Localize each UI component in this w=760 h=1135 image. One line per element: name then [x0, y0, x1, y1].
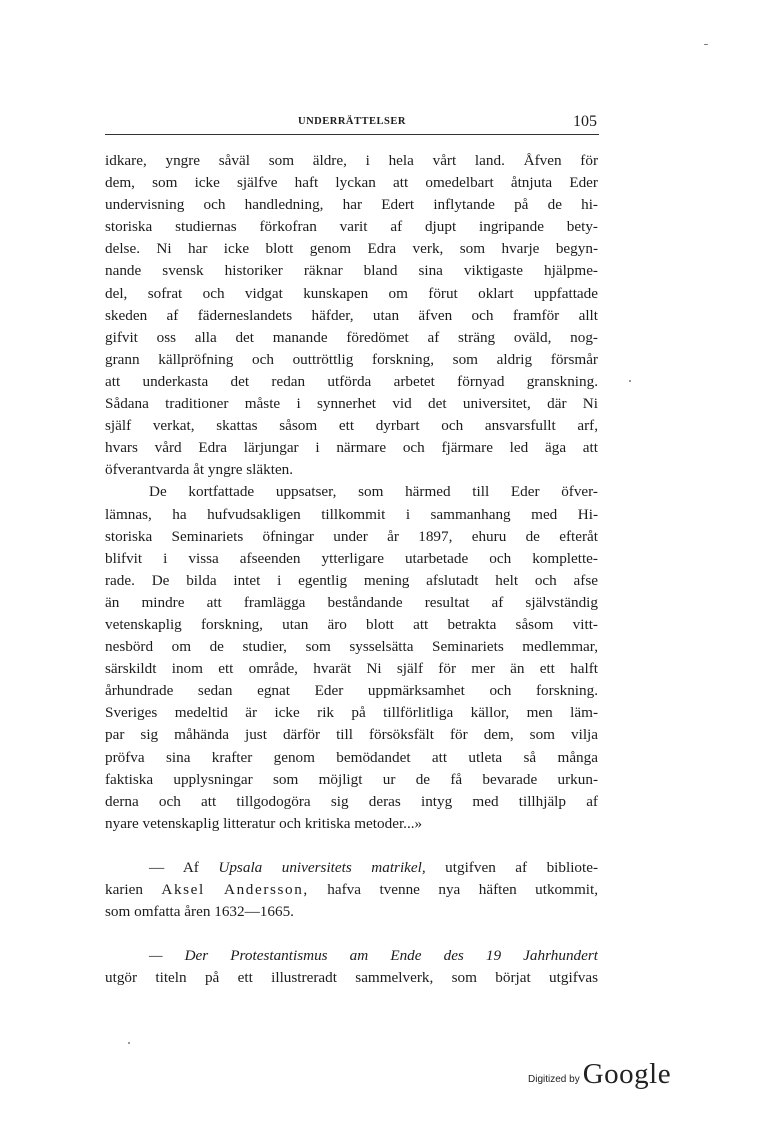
scan-speck [128, 1042, 130, 1044]
text-line: grann källpröfning och outtröttlig forskning, som aldrig försmår [105, 350, 598, 368]
text-line [105, 857, 598, 879]
text-line: särskildt inom ett område, hvarät Ni själf för mer än ett halft [105, 660, 598, 678]
text-line: dem, som icke själfve haft lyckan att omedelbart åtnjuta Eder [105, 174, 598, 192]
digitized-label: Digitized by [528, 1074, 580, 1085]
text-line: än mindre att framlägga beståndande resultat af självständig [105, 593, 598, 611]
author-name: Aksel Andersson, [161, 881, 309, 898]
scan-speck [629, 380, 631, 382]
text-line: Sveriges medeltid är icke rik på tillförlitliga källor, men läm- [105, 704, 598, 722]
text-line: lämnas, ha hufvudsakligen tillkommit i sammanhang med Hi- [105, 505, 598, 523]
text-line: delse. Ni har icke blott genom Edra verk, som hvarje begyn- [105, 240, 598, 258]
paragraph-2 [105, 481, 598, 835]
spacer [105, 923, 598, 945]
notice-text: karien [105, 881, 143, 898]
notice-dash: — Af [149, 858, 199, 876]
text-line: vetenskaplig forskning, utan äro blott att betrakta såsom vitt- [105, 615, 598, 633]
scan-speck [704, 44, 708, 45]
text-line: gifvit oss alla det manande föredömet af sträng oväld, nog- [105, 328, 598, 346]
text-line: par sig måhända just därför till försöksfält för dem, som vilja [105, 726, 598, 744]
text-line: storiska Seminariets öfningar under år 1897, ehuru de efteråt [105, 527, 598, 545]
text-line: nesbörd om de studier, som sysselsätta Seminariets medlemmar, [105, 638, 598, 656]
notice-protestantismus [105, 945, 598, 989]
text-line: De kortfattade uppsatser, som härmed till Eder öfver- [149, 483, 598, 501]
text-line [105, 945, 598, 967]
paragraph-1 [105, 150, 598, 481]
text-line: nyare vetenskaplig litteratur och kritiska metoder...» [105, 814, 423, 832]
text-line: faktiska upplysningar som möjligt ur de få bevarade urkun- [105, 770, 598, 788]
google-logo: Google [582, 1058, 672, 1090]
text-line: derna och att tillgodogöra sig deras intyg med tillhjälp af [105, 792, 598, 810]
book-title: Upsala universitets matrikel, [218, 858, 426, 876]
text-line: öfverantvarda åt yngre släkten. [105, 461, 294, 479]
text-line: Sådana traditioner måste i synnerhet vid det universitet, där Ni [105, 395, 598, 413]
main-text [105, 150, 598, 989]
text-line: storiska studiernas förkofran varit af djupt ingripande bety- [105, 218, 598, 236]
notice-matrikel [105, 857, 598, 923]
spacer [105, 835, 598, 857]
text-line: undervisning och handledning, har Edert inflytande på de hi- [105, 196, 598, 214]
text-line: hvars vård Edra lärjungar i närmare och fjärmare led äga att [105, 439, 598, 457]
book-title: — Der Protestantismus am Ende des 19 Jahrhundert [149, 947, 598, 965]
text-line: pröfva sina krafter genom bemödandet att utleta så många [105, 748, 598, 766]
text-line: utgör titeln på ett illustreradt sammelverk, som börjat utgifvas [105, 969, 598, 987]
text-line: del, sofrat och vidgat kunskapen om förut oklart uppfattade [105, 284, 598, 302]
text-line: själf verkat, skattas såsom ett dyrbart och ansvarsfullt arf, [105, 417, 598, 435]
text-line: idkare, yngre såväl som äldre, i hela vårt land. Åfven för [105, 152, 598, 169]
running-head: UNDERRÄTTELSER [298, 116, 406, 127]
text-line: rade. De bilda intet i egentlig mening afslutadt helt och afse [105, 571, 598, 589]
text-line [105, 879, 598, 901]
digitized-watermark [528, 1055, 671, 1091]
text-line: nande svensk historiker räknar bland sina viktigaste hjälpme- [105, 262, 598, 280]
text-line: blifvit i vissa afseenden ytterligare utarbetade och komplette- [105, 549, 598, 567]
notice-text: hafva tvenne nya häften utkommit, [327, 881, 598, 898]
text-line: som omfatta åren 1632—1665. [105, 903, 294, 921]
text-line: århundrade sedan egnat Eder uppmärksamhet och forskning. [105, 682, 598, 700]
text-line: att underkasta det redan utförda arbetet förnyad granskning. [105, 372, 598, 390]
page-number: 105 [573, 113, 597, 130]
text-line: skeden af fäderneslandets häfder, utan äfven och framför allt [105, 306, 598, 324]
notice-text: utgifven af bibliote- [445, 858, 598, 876]
page-header [105, 112, 599, 135]
